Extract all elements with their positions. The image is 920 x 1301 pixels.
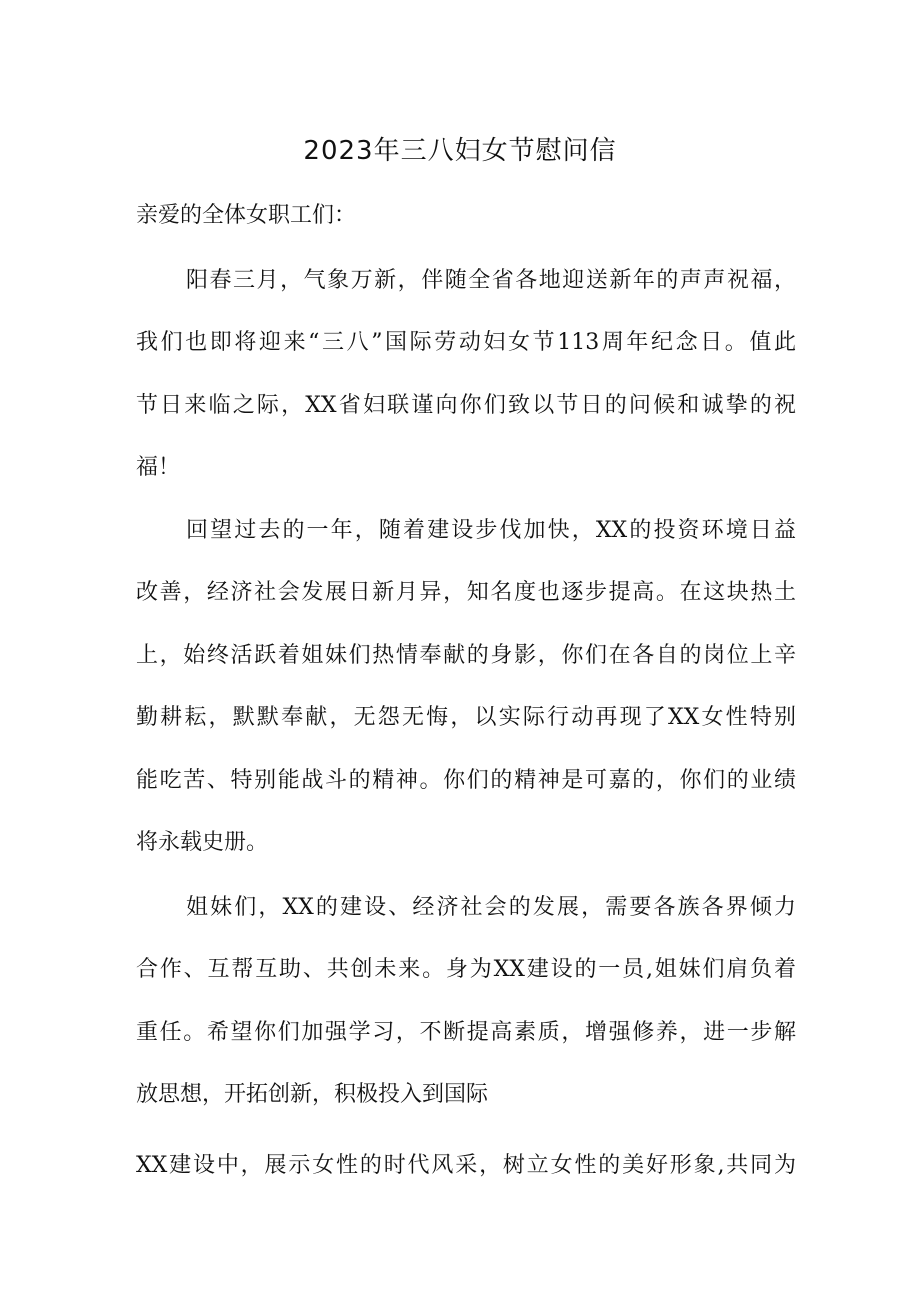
paragraph-line: 放思想，开拓创新，积极投入到国际: [136, 1082, 489, 1107]
paragraph-line: 能吃苦、特别能战斗的精神。你们的精神是可嘉的，你们的业绩: [136, 768, 796, 793]
paragraph-line: 福！: [136, 455, 181, 480]
paragraph-line: 合作、互帮互助、共创未来。身为XX建设的一员,姐妹们肩负着: [136, 957, 796, 982]
salutation: 亲爱的全体女职工们：: [136, 203, 357, 228]
paragraph-line: 阳春三月，气象万新，伴随全省各地迎送新年的声声祝福，: [186, 268, 796, 293]
paragraph-line: 回望过去的一年，随着建设步伐加快，XX的投资环境日益: [186, 518, 796, 543]
paragraph-line: 我们也即将迎来“三八”国际劳动妇女节113周年纪念日。值此: [136, 330, 796, 355]
paragraph-line: 重任。希望你们加强学习，不断提高素质，增强修养，进一步解: [136, 1020, 796, 1045]
paragraph-line: 改善，经济社会发展日新月异，知名度也逐步提高。在这块热土: [136, 580, 796, 605]
paragraph-line: 节日来临之际，XX省妇联谨向你们致以节日的问候和诚挚的祝: [136, 393, 796, 418]
paragraph-line: 将永载史册。: [136, 830, 269, 855]
paragraph-line: 勤耕耘，默默奉献，无怨无悔，以实际行动再现了XX女性特别: [136, 705, 796, 730]
page-title: 2023年三八妇女节慰问信: [303, 136, 617, 166]
paragraph-line: 上，始终活跃着姐妹们热情奉献的身影，你们在各自的岗位上辛: [136, 643, 796, 668]
paragraph-line: XX建设中，展示女性的时代风采，树立女性的美好形象,共同为: [136, 1153, 796, 1178]
paragraph-line: 姐妹们，XX的建设、经济社会的发展，需要各族各界倾力: [186, 895, 796, 920]
